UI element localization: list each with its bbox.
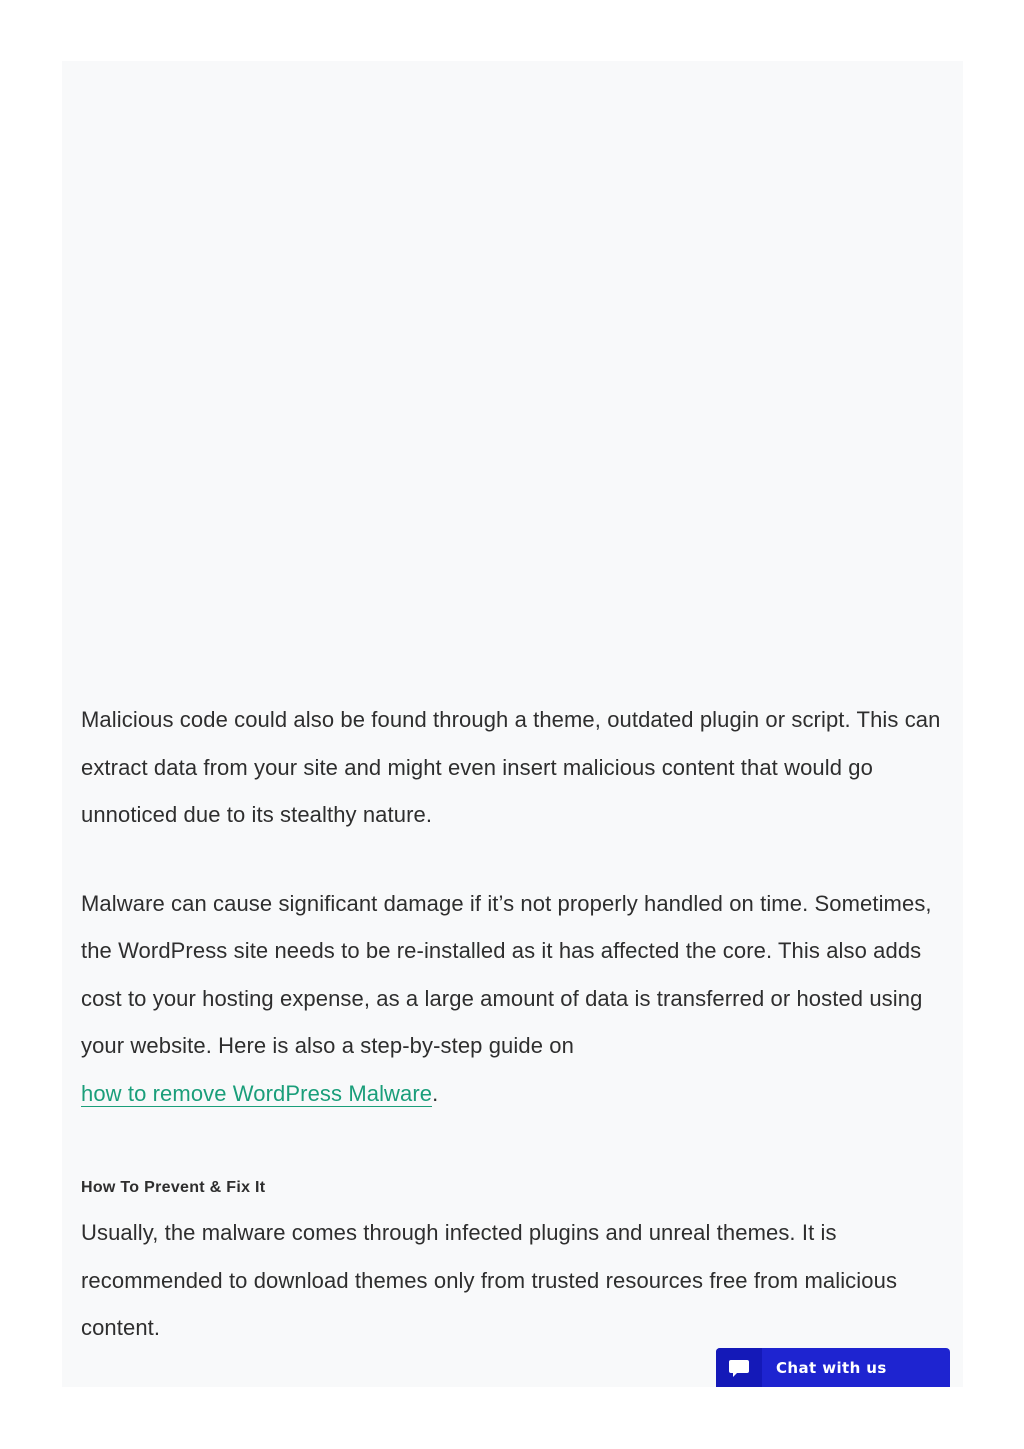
chat-with-us-button[interactable] xyxy=(716,1348,950,1387)
paragraph-end-period: . xyxy=(432,1080,439,1106)
paragraph-prevention: Usually, the malware comes through infected plugins and unreal themes. It is recommended to download themes only from trusted resources free from malicious content. xyxy=(81,1220,898,1340)
section-heading: How To Prevent & Fix It xyxy=(81,1179,266,1196)
article-body xyxy=(81,696,941,1352)
chat-icon-container xyxy=(716,1348,762,1387)
remove-malware-link[interactable]: how to remove WordPress Malware xyxy=(81,1080,433,1106)
paragraph-malware-damage-text: Malware can cause significant damage if it’s not properly handled on time. Sometimes, the WordPress site needs to be re-installed as it has affected the core. This also adds cost to your hosting expense, as a large amount of data is transferred or hosted using your website. Here is also a step-by-step guide on xyxy=(81,890,932,1058)
chat-bubble-icon xyxy=(728,1357,750,1379)
paragraph-malicious-code: Malicious code could also be found through a theme, outdated plugin or script. This can extract data from your site and might even insert malicious content that would go unnoticed due to its stealthy nature. xyxy=(81,707,941,827)
paragraph-malware-damage xyxy=(81,880,941,1118)
chat-label: Chat with us xyxy=(776,1358,887,1377)
